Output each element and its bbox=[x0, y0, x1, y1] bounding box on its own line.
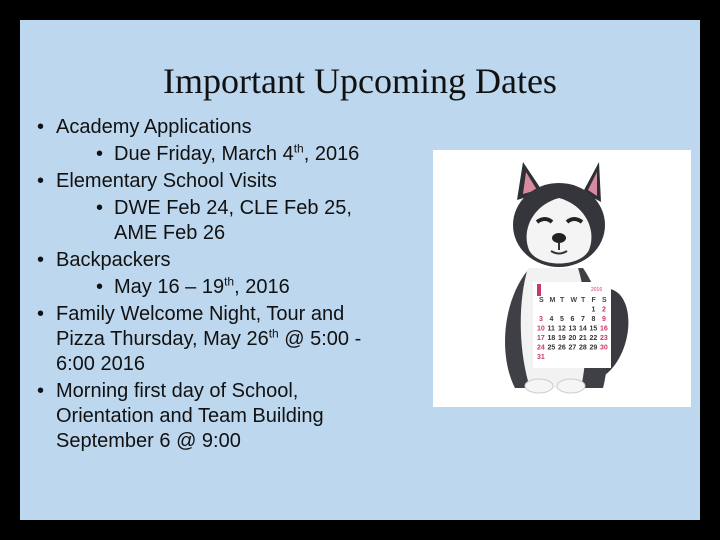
bullet-text: Academy Applications bbox=[56, 116, 252, 138]
svg-text:2016: 2016 bbox=[591, 287, 603, 293]
calendar-date: 22 bbox=[589, 335, 598, 342]
calendar-date: 16 bbox=[600, 325, 608, 333]
calendar-date: 5 bbox=[560, 316, 564, 323]
calendar-date: 15 bbox=[589, 325, 598, 333]
calendar-icon bbox=[533, 282, 611, 368]
calendar-date: 19 bbox=[558, 335, 566, 342]
calendar-day-header: T bbox=[560, 297, 565, 304]
calendar-date: 10 bbox=[537, 325, 545, 333]
calendar-date: 26 bbox=[558, 344, 566, 352]
calendar-date: 29 bbox=[589, 344, 598, 352]
calendar-date: 14 bbox=[579, 325, 587, 333]
calendar-date: 18 bbox=[547, 335, 556, 342]
calendar-date: 1 bbox=[591, 306, 596, 314]
calendar-date: 13 bbox=[568, 325, 577, 333]
slide bbox=[20, 20, 700, 520]
bullet-item-academy bbox=[32, 115, 432, 167]
slide-title: Important Upcoming Dates bbox=[163, 61, 557, 101]
sub-bullet: • Due Friday, March 4th, 2016 bbox=[56, 142, 432, 167]
calendar-date: 31 bbox=[537, 354, 545, 361]
calendar-date: 4 bbox=[549, 316, 554, 323]
calendar-date: 6 bbox=[570, 316, 575, 323]
bullet-list bbox=[32, 115, 432, 456]
calendar-date: 27 bbox=[568, 344, 577, 352]
calendar-date: 21 bbox=[579, 335, 587, 342]
calendar-date: 17 bbox=[537, 335, 545, 342]
calendar-date: 9 bbox=[602, 316, 606, 323]
calendar-date: 28 bbox=[579, 344, 587, 352]
calendar-date: 8 bbox=[591, 316, 596, 323]
bullet-item-first-day: • Morning first day of School, Orientation and Team Building September 6 @ 9:00 bbox=[32, 379, 432, 454]
bullet-text: Elementary School Visits bbox=[56, 170, 277, 192]
calendar-day-header: F bbox=[591, 297, 596, 304]
calendar-day-header: W bbox=[570, 297, 578, 304]
calendar-day-header: T bbox=[581, 297, 586, 304]
bullet-item-school-visits bbox=[32, 169, 432, 246]
calendar-date: 2 bbox=[602, 306, 606, 314]
calendar-date: 7 bbox=[581, 316, 585, 323]
calendar-date: 20 bbox=[568, 335, 577, 342]
sub-bullet: • DWE Feb 24, CLE Feb 25, AME Feb 26 bbox=[56, 196, 432, 246]
bullet-item-family-night: • Family Welcome Night, Tour and Pizza Thursday, May 26th @ 5:00 - 6:00 2016 bbox=[32, 302, 432, 377]
calendar-date: 24 bbox=[537, 344, 545, 352]
calendar-date: 25 bbox=[547, 344, 556, 352]
calendar-date: 11 bbox=[547, 325, 555, 333]
sub-bullet: • May 16 – 19th, 2016 bbox=[56, 275, 432, 300]
bullet-item-backpackers bbox=[32, 248, 432, 300]
bullet-text: Backpackers bbox=[56, 249, 171, 271]
calendar-day-header: S bbox=[602, 297, 607, 304]
calendar-day-header: S bbox=[539, 297, 544, 304]
calendar-date: 23 bbox=[600, 335, 608, 342]
husky-dog-icon bbox=[433, 150, 691, 407]
calendar-date: 12 bbox=[558, 325, 566, 333]
calendar-date: 3 bbox=[539, 316, 543, 323]
husky-calendar-illustration bbox=[433, 150, 691, 407]
calendar-date: 30 bbox=[600, 344, 608, 352]
calendar-day-header: M bbox=[549, 297, 556, 304]
